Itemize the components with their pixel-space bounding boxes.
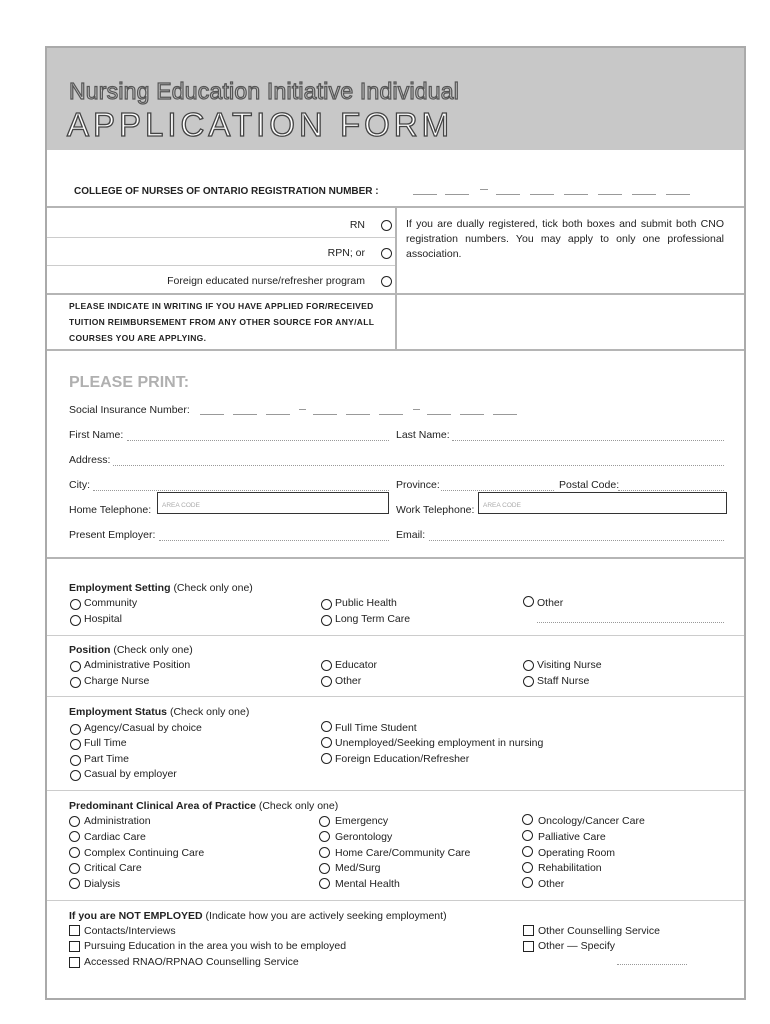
- cardiac-care-label: Cardiac Care: [84, 831, 146, 843]
- cardiac-care-radio[interactable]: [69, 831, 80, 842]
- other-specify-field[interactable]: [617, 964, 687, 965]
- address-label: Address:: [69, 454, 111, 466]
- home-area-code-hint: AREA CODE: [162, 502, 200, 509]
- mental-health-radio[interactable]: [319, 878, 330, 889]
- dual-registration-note: If you are dually registered, tick both boxes and submit both CNO registration numbers. You may apply to only one professional association.: [406, 218, 724, 260]
- part-time-label: Part Time: [84, 753, 129, 765]
- first-name-label: First Name:: [69, 429, 124, 441]
- administrative-position-radio[interactable]: [70, 661, 81, 672]
- staff-nurse-radio[interactable]: [523, 676, 534, 687]
- counselling-service-label: Accessed RNAO/RPNAO Counselling Service: [84, 956, 299, 968]
- rn-radio[interactable]: [381, 220, 392, 231]
- hospital-label: Hospital: [84, 613, 122, 625]
- province-field[interactable]: [441, 490, 554, 491]
- oncology-radio[interactable]: [522, 814, 533, 825]
- other-counselling-checkbox[interactable]: [523, 925, 534, 936]
- present-employer-label: Present Employer:: [69, 529, 156, 541]
- complex-continuing-care-label: Complex Continuing Care: [84, 847, 205, 859]
- position-other-label: Other: [335, 675, 362, 687]
- setting-other-radio[interactable]: [523, 596, 534, 607]
- rpn-radio[interactable]: [381, 248, 392, 259]
- administration-radio[interactable]: [69, 816, 80, 827]
- oncology-label: Oncology/Cancer Care: [538, 815, 645, 827]
- foreign-education-label: Foreign Education/Refresher: [335, 753, 470, 765]
- emergency-radio[interactable]: [319, 816, 330, 827]
- gerontology-label: Gerontology: [335, 831, 393, 843]
- agency-casual-label: Agency/Casual by choice: [84, 722, 202, 734]
- work-telephone-label: Work Telephone:: [396, 504, 475, 516]
- clinical-area-heading: Predominant Clinical Area of Practice (Check only one): [69, 800, 339, 812]
- rpn-label: RPN; or: [327, 247, 365, 259]
- full-time-student-label: Full Time Student: [335, 722, 417, 734]
- home-telephone-field[interactable]: [157, 492, 389, 514]
- last-name-field[interactable]: [452, 440, 724, 441]
- charge-nurse-radio[interactable]: [70, 677, 81, 688]
- address-field[interactable]: [113, 465, 724, 466]
- setting-other-label: Other: [537, 597, 564, 609]
- postal-code-label: Postal Code:: [559, 479, 620, 491]
- counselling-service-checkbox[interactable]: [69, 957, 80, 968]
- contacts-interviews-label: Contacts/Interviews: [84, 925, 176, 937]
- sin-label: Social Insurance Number:: [69, 404, 190, 416]
- clinical-other-label: Other: [538, 878, 565, 890]
- mental-health-label: Mental Health: [335, 878, 400, 890]
- rn-label: RN: [349, 219, 365, 231]
- charge-nurse-label: Charge Nurse: [84, 675, 150, 687]
- first-name-field[interactable]: [127, 440, 389, 441]
- home-telephone-label: Home Telephone:: [69, 504, 152, 516]
- email-field[interactable]: [429, 540, 724, 541]
- operating-room-label: Operating Room: [538, 847, 616, 859]
- casual-by-employer-radio[interactable]: [70, 770, 81, 781]
- other-specify-checkbox[interactable]: [523, 941, 534, 952]
- present-employer-field[interactable]: [159, 540, 389, 541]
- administrative-position-label: Administrative Position: [84, 659, 191, 671]
- full-time-student-radio[interactable]: [321, 721, 332, 732]
- casual-by-employer-label: Casual by employer: [84, 768, 177, 780]
- employment-status-heading: Employment Status (Check only one): [69, 706, 250, 718]
- long-term-care-radio[interactable]: [321, 615, 332, 626]
- rehabilitation-radio[interactable]: [522, 862, 533, 873]
- dialysis-radio[interactable]: [69, 878, 80, 889]
- foreign-education-radio[interactable]: [321, 753, 332, 764]
- med-surg-radio[interactable]: [319, 863, 330, 874]
- form-header: [47, 48, 744, 150]
- full-time-radio[interactable]: [70, 739, 81, 750]
- palliative-care-radio[interactable]: [522, 830, 533, 841]
- position-heading: Position (Check only one): [69, 644, 193, 656]
- palliative-care-label: Palliative Care: [538, 831, 606, 843]
- rehabilitation-label: Rehabilitation: [538, 862, 602, 874]
- part-time-radio[interactable]: [70, 755, 81, 766]
- community-radio[interactable]: [70, 599, 81, 610]
- complex-continuing-care-radio[interactable]: [69, 847, 80, 858]
- contacts-interviews-checkbox[interactable]: [69, 925, 80, 936]
- last-name-label: Last Name:: [396, 429, 450, 441]
- employment-setting-heading: Employment Setting (Check only one): [69, 582, 253, 594]
- pursuing-education-checkbox[interactable]: [69, 941, 80, 952]
- postal-code-field[interactable]: [618, 490, 724, 491]
- application-form: [45, 46, 746, 1000]
- home-care-label: Home Care/Community Care: [335, 847, 471, 859]
- visiting-nurse-radio[interactable]: [523, 660, 534, 671]
- critical-care-radio[interactable]: [69, 863, 80, 874]
- critical-care-label: Critical Care: [84, 862, 142, 874]
- administration-label: Administration: [84, 815, 151, 827]
- cno-registration-label: COLLEGE OF NURSES OF ONTARIO REGISTRATION NUMBER :: [74, 186, 379, 197]
- unemployed-seeking-label: Unemployed/Seeking employment in nursing: [335, 737, 544, 749]
- work-area-code-hint: AREA CODE: [483, 502, 521, 509]
- operating-room-radio[interactable]: [522, 846, 533, 857]
- city-label: City:: [69, 479, 90, 491]
- agency-casual-radio[interactable]: [70, 724, 81, 735]
- city-field[interactable]: [93, 490, 389, 491]
- home-care-radio[interactable]: [319, 847, 330, 858]
- province-label: Province:: [396, 479, 440, 491]
- full-time-label: Full Time: [84, 737, 127, 749]
- community-label: Community: [84, 597, 138, 609]
- educator-label: Educator: [335, 659, 378, 671]
- public-health-radio[interactable]: [321, 599, 332, 610]
- please-print-heading: PLEASE PRINT:: [69, 374, 190, 391]
- public-health-label: Public Health: [335, 597, 397, 609]
- emergency-label: Emergency: [335, 815, 389, 827]
- visiting-nurse-label: Visiting Nurse: [537, 659, 602, 671]
- foreign-educated-label: Foreign educated nurse/refresher program: [167, 275, 365, 287]
- long-term-care-label: Long Term Care: [335, 613, 411, 625]
- setting-other-field[interactable]: [537, 622, 724, 623]
- form-title-line1: Nursing Education Initiative Individual: [69, 78, 460, 104]
- foreign-educated-radio[interactable]: [381, 276, 392, 287]
- unemployed-seeking-radio[interactable]: [321, 737, 332, 748]
- other-specify-label: Other — Specify: [538, 940, 616, 952]
- form-title-line2: APPLICATION FORM: [67, 106, 454, 143]
- tuition-note: PLEASE INDICATE IN WRITING IF YOU HAVE APPLIED FOR/RECEIVED TUITION REIMBURSEMENT FROM ANY OTHER SOURCE FOR ANY/ALL COURSES YOU ARE APPLYING.: [69, 301, 375, 343]
- hospital-radio[interactable]: [70, 615, 81, 626]
- not-employed-heading: If you are NOT EMPLOYED (Indicate how you are actively seeking employment): [69, 910, 447, 922]
- other-counselling-label: Other Counselling Service: [538, 925, 660, 937]
- email-label: Email:: [396, 529, 426, 541]
- educator-radio[interactable]: [321, 660, 332, 671]
- pursuing-education-label: Pursuing Education in the area you wish to be employed: [84, 940, 347, 952]
- position-other-radio[interactable]: [321, 676, 332, 687]
- work-telephone-field[interactable]: [478, 492, 727, 514]
- med-surg-label: Med/Surg: [335, 862, 381, 874]
- staff-nurse-label: Staff Nurse: [537, 675, 590, 687]
- dialysis-label: Dialysis: [84, 878, 121, 890]
- clinical-other-radio[interactable]: [522, 877, 533, 888]
- gerontology-radio[interactable]: [319, 831, 330, 842]
